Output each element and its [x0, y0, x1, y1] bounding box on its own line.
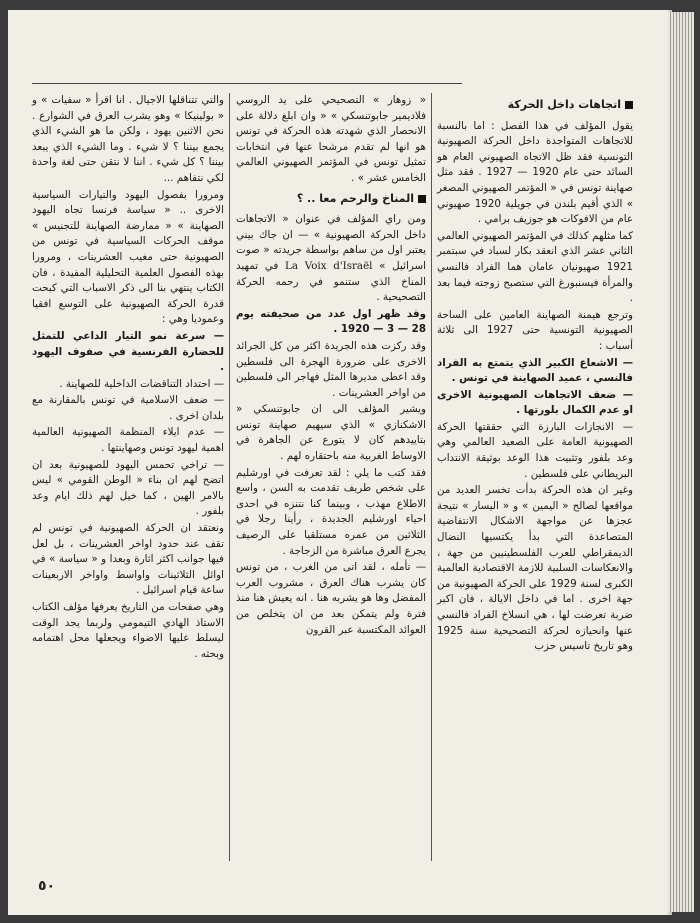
- paragraph: — تأمله ، لقد اتى من الغرب ، من تونس كان يشرب هناك العرق ، مشروب العرب المفضل وها هو يشربه هنا . انه يعيش هنا منذ فترة ولم يتمكن بعد من ان يتخلص من العوائد المكتسبة عبر القرون: [236, 561, 426, 636]
- paragraph: كما مثلهم كذلك في المؤتمر الصهيوني العالمي الثاني عشر الذي انعقد بكار لسباد في سبتمبر 1921 صهيونيان عامان هما الفراد فالنسي والمرأة فيسنبورغ التي ستصبح زوجته فيما بعد .: [437, 229, 633, 305]
- list-item: — عدم ايلاء المنظمة الصهيونية العالمية اهمية ليهود تونس وصهاينتها .: [32, 426, 224, 455]
- square-bullet-icon: [625, 101, 633, 109]
- section-heading: اتجاهات داخل الحركة: [437, 97, 633, 113]
- column-left: [32, 93, 224, 663]
- paragraph: فقد كتب ما يلي : لقد تعرفت في اورشليم على شخص طريف تقدمت به السن ، واسع الاطلاع مهذب ، وبينما كنا نتنزه في احدى احياء اورشليم الجديدة ، رأينا رجلا في الثلاثين من عمره مستلقيا على الرصيف يجرع العرق مباشرة من الزجاجة .: [236, 466, 426, 557]
- paragraph: وترجع هيمنة الصهاينة العامين على الساحة الصهيونية التونسية حتى 1927 الى ثلاثة أسباب :: [437, 308, 633, 352]
- paragraph: وهي صفحات من التاريخ يعرفها مؤلف الكتاب الاستاذ الهادي التيمومي ولربما يجد الوقت ليسلط عليها الاضواء ويجعلها محل اهتمامه وبحثه .: [32, 601, 224, 660]
- list-item: — الانجازات البارزة التي حققتها الحركة الصهيونية العامة على الصعيد العالمي وهي وعد بلفور وتثبيت هذا الوعد بوثيقة الانتداب البريطاني على فلسطين .: [437, 420, 633, 480]
- paragraph: وقد ركزت هذه الجريدة اكثر من كل الجرائد الاخرى على ضرورة الهجرة الى فلسطين وقد اعطى مديرها المثل فهاجر الى فلسطين من اواخر العشرينات .: [236, 339, 426, 399]
- paragraph: يقول المؤلف في هذا الفصل : اما بالنسبة للاتجاهات المتواجدة داخل الحركة الصهيونية التونسية فقد ظل الاتجاه الصهيوني العام هو السائد حتى عام 1920 — 1927 . فقد مثل صهاينة تونس في « المؤتمر الصهيوني المصغر » الذي أقيم بلندن في جويلية 1920 صهيوني عام من الافوكات هو جوزيف برامي .: [437, 119, 633, 226]
- paragraph: ومرورا بفصول اليهود والتيارات السياسية الاخرى .. « سياسة فرنسا تجاه اليهود الصهاينة » « ممارضة الصهاينة للتجنيس » موقف الحركات السياسية في تونس من الصهيونية حتى مغيب العشرينات ، ومرورا بهذه الفصول العلمية التحليلية المفيدة ، فان الكتاب ينتهي بنا الى ذكر الاسباب التي كبحت قدرة الحركة الصهيونية على التوسع افقيا وعموديا وهي :: [32, 188, 224, 326]
- paragraph: وغير ان هذه الحركة بدأت تخسر العديد من مواقعها لصالح « اليمين » و « اليسار » نتيجة عجزها عن مواجهة الاشكال الانتفاضية المتصاعدة التي بدأ يكتسيها النضال الديمقراطي للعرب الفلسطينيين من جهة ، والانعكاسات السلبية للازمة الاقتصادية العالمية الكبرى لسنة 1929 على الحركة الصهيونية من جهة اخرى . اما في داخل الايالة ، فان اكبر ضربة تعرضت لها ، هي انسلاخ الفراد فالنسي عنها وانحيازه لحركة التصحيحية سنة 1925 وهو تاريخ تاسيس حزب: [437, 484, 633, 653]
- square-bullet-icon: [418, 195, 426, 203]
- list-item: — ضعف الاتجاهات الصهيونية الاخرى او عدم الكمال بلورتها .: [437, 388, 633, 417]
- page-stack-edge: [668, 12, 694, 912]
- paragraph: والتي تتناقلها الاجيال . انا اقرأ « سفيات » و « بولينيكا » وهو يشرب العرق في الشوارع . نحن الاثنين يهود ، ولكن ما هو الشيء الذي يجمع بيننا ؟ لا شيء . وما الشيء الذي يبعد بيننا ؟ كل شيء . اننا لا نتقن حتى لغة واحدة لكي نتفاهم ...: [32, 94, 224, 184]
- column-divider: [431, 93, 432, 861]
- paragraph: ومن راي المؤلف في عنوان « الاتجاهات داخل الحركة الصهيونية » — ان جاك بيني يعتبر اول من ساهم بواسطة جريدته « صوت اسرائيل » La Voix d'Israël في تمهيد المناخ الذي ستنمو في رحمه الحركة التصحيحية .: [236, 213, 426, 304]
- paragraph: وقد ظهر اول عدد من صحيفته يوم 28 — 3 — 1920 .: [236, 307, 426, 336]
- list-item: — الاشعاع الكبير الذي يتمتع به الفراد فالنسي ، عميد الصهاينة في تونس .: [437, 356, 633, 385]
- list-item: — احتداد التناقضات الداخلية للصهاينة .: [59, 377, 224, 390]
- paragraph: « زوهار » التصحيحي على يد الروسي فلاديمير جابوتنسكي » « وان ابلغ دلالة على الانحصار الذي شهدته هذه الحركة في تونس هو انها لم تقدم مرشحا عنها في انتخابات تمثيل تونس في المؤتمر الصهيوني العالمي الخامس عشر » .: [236, 94, 426, 184]
- list-item: — سرعة نمو التيار الداعي للتمثل للحضارة الفرنسية في صفوف اليهود .: [32, 329, 224, 374]
- latin-title: La Voix d'Israël: [285, 259, 373, 272]
- paragraph: ويشير المؤلف الى ان جابوتنسكي « الاشكنازي » الذي سيهيم صهاينة تونس بتاييدهم كان لا يتورع عن الجاهرة في الاوساط الغربية منه باحتقاره لهم .: [236, 403, 426, 463]
- paragraph: ونعتقد ان الحركة الصهيونية في تونس لم تقف عند حدود اواخر العشرينات ، بل لعل فيها جوانب اكثر اثارة وبعدا و « سياسة » في اوائل الثلاثينات واواسط واواخر الاربعينات ساعة قيام اسرائيل .: [32, 522, 224, 597]
- column-right: [437, 93, 633, 656]
- list-item: — ضعف الاسلامية في تونس بالمقارنة مع بلدان اخرى .: [32, 394, 224, 422]
- section-heading: المناخ والرحم معا .. ؟: [236, 191, 426, 207]
- column-divider: [229, 93, 230, 861]
- column-middle: [236, 93, 426, 639]
- page-number: ٥٠: [38, 878, 56, 894]
- list-item: — تراخي تحمس اليهود للصهيونية بعد ان اتضح لهم ان بناء « الوطن القومي » ليس بالامر الهين ، كما خيل لهم ذلك ايام وعد بلفور .: [32, 458, 224, 518]
- top-rule: [32, 83, 462, 84]
